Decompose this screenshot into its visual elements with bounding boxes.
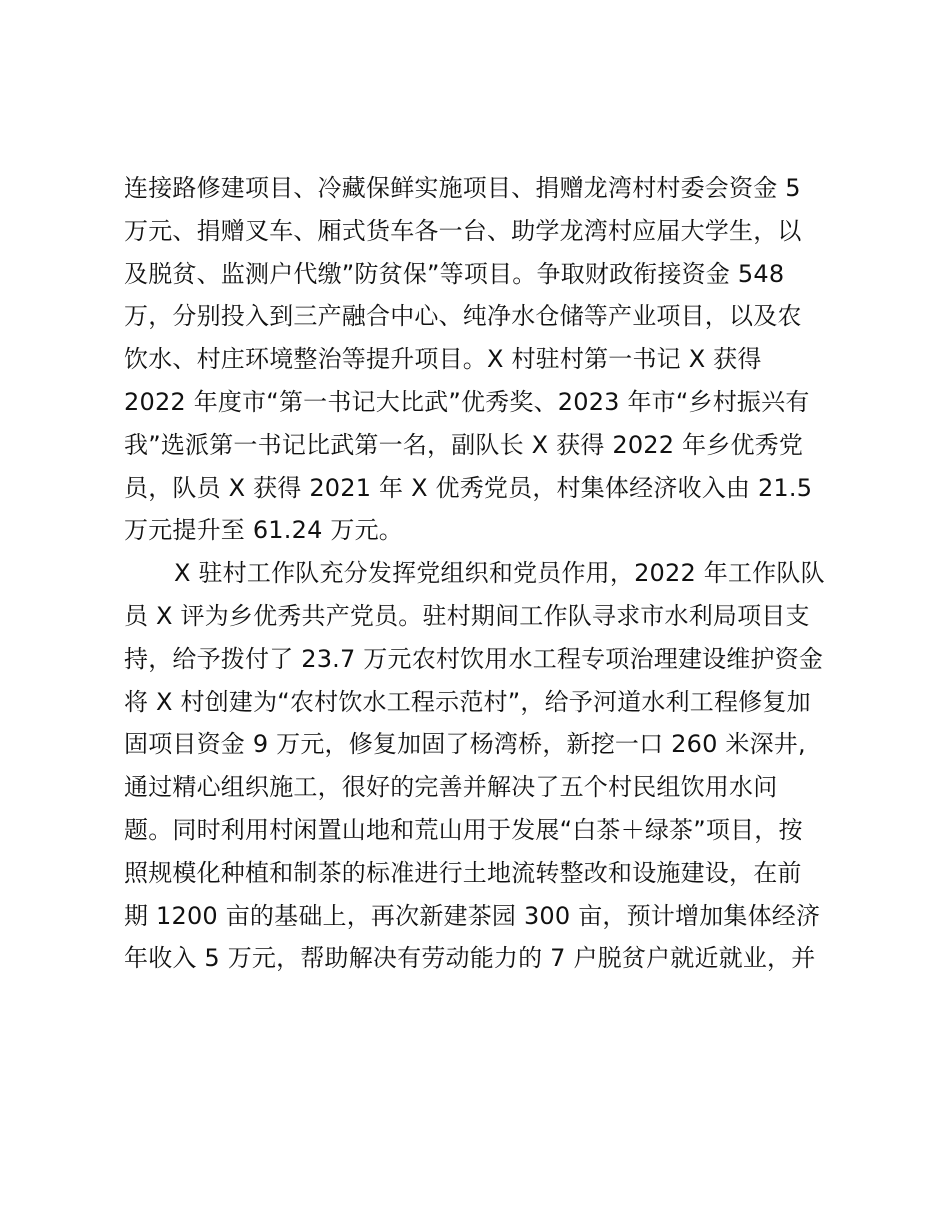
document-body [124, 167, 844, 980]
text-line: 万元提升至 61.24 万元。 [124, 516, 403, 545]
text-line: 持，给予拨付了 23.7 万元农村饮用水工程专项治理建设维护资金 [124, 644, 824, 673]
text-line: 连接路修建项目、冷藏保鲜实施项目、捐赠龙湾村村委会资金 5 [124, 174, 801, 202]
text-line: 员 X 评为乡优秀共产党员。驻村期间工作队寻求市水利局项目支 [124, 601, 810, 630]
text-line: 饮水、村庄环境整治等提升项目。X 村驻村第一书记 X 获得 [124, 345, 762, 374]
text-line: 年收入 5 万元，帮助解决有劳动能力的 7 户脱贫户就近就业，并 [124, 944, 816, 973]
text-line: 及脱贫、监测户代缴”防贫保”等项目。争取财政衔接资金 548 [124, 259, 785, 288]
text-line: 照规模化种植和制茶的标准进行土地流转整改和设施建设，在前 [124, 858, 802, 887]
text-line: 员，队员 X 获得 2021 年 X 优秀党员，村集体经济收入由 21.5 [124, 473, 813, 502]
text-line: 万，分别投入到三产融合中心、纯净水仓储等产业项目，以及农 [124, 302, 802, 331]
paragraph-first-line: X 驻村工作队充分发挥党组织和党员作用，2022 年工作队队 [174, 559, 825, 588]
text-line: 2022 年度市“第一书记大比武”优秀奖、2023 年市“乡村振兴有 [124, 387, 810, 416]
text-line: 我”选派第一书记比武第一名，副队长 X 获得 2022 年乡优秀党 [124, 430, 804, 459]
text-line: 通过精心组织施工，很好的完善并解决了五个村民组饮用水问 [124, 773, 778, 802]
text-line: 将 X 村创建为“农村饮水工程示范村”，给予河道水利工程修复加 [124, 687, 811, 716]
text-line: 期 1200 亩的基础上，再次新建茶园 300 亩，预计增加集体经济 [124, 901, 821, 930]
text-line: 固项目资金 9 万元，修复加固了杨湾桥，新挖一口 260 米深井, [124, 730, 806, 759]
text-line: 万元、捐赠叉车、厢式货车各一台、助学龙湾村应届大学生，以 [124, 216, 802, 245]
text-line: 题。同时利用村闲置山地和荒山用于发展“白茶＋绿茶”项目，按 [124, 815, 803, 844]
